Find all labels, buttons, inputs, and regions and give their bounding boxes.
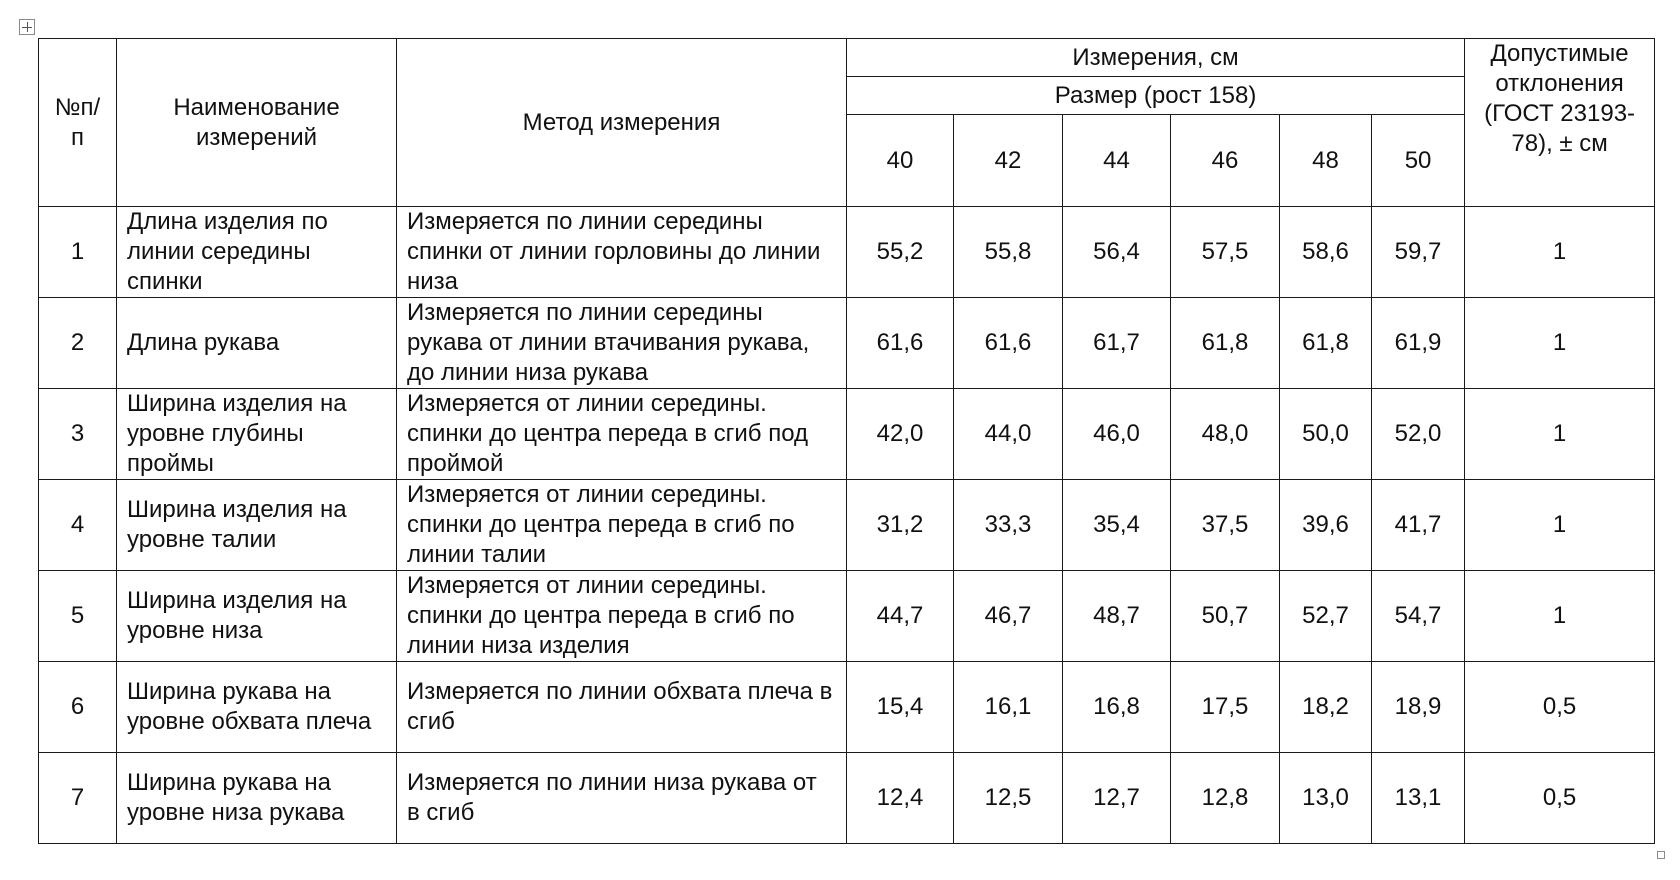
- row-value[interactable]: 54,7: [1372, 571, 1465, 662]
- row-value[interactable]: 44,0: [954, 389, 1063, 480]
- row-value[interactable]: 52,0: [1372, 389, 1465, 480]
- row-method[interactable]: Измеряется от линии середины. спинки до центра переда в сгиб по линии талии: [397, 480, 847, 571]
- row-value[interactable]: 50,0: [1280, 389, 1372, 480]
- row-value[interactable]: 59,7: [1372, 207, 1465, 298]
- header-size[interactable]: 44: [1063, 115, 1171, 207]
- table-resize-handle-icon[interactable]: [1657, 851, 1665, 859]
- table-row: [39, 753, 1655, 844]
- header-name[interactable]: Наименование измерений: [117, 39, 397, 207]
- row-name[interactable]: Длина рукава: [117, 298, 397, 389]
- row-name[interactable]: Ширина изделия на уровне талии: [117, 480, 397, 571]
- row-value[interactable]: 55,2: [847, 207, 954, 298]
- row-value[interactable]: 61,7: [1063, 298, 1171, 389]
- header-size[interactable]: 48: [1280, 115, 1372, 207]
- table-row: [39, 662, 1655, 753]
- table-row: [39, 389, 1655, 480]
- row-value[interactable]: 16,8: [1063, 662, 1171, 753]
- row-method[interactable]: Измеряется по линии середины спинки от линии горловины до линии низа: [397, 207, 847, 298]
- header-num[interactable]: №п/п: [39, 39, 117, 207]
- row-value[interactable]: 46,0: [1063, 389, 1171, 480]
- row-value[interactable]: 13,1: [1372, 753, 1465, 844]
- row-num[interactable]: 3: [39, 389, 117, 480]
- row-method[interactable]: Измеряется от линии середины. спинки до центра переда в сгиб под проймой: [397, 389, 847, 480]
- row-value[interactable]: 48,0: [1171, 389, 1280, 480]
- row-value[interactable]: 61,6: [954, 298, 1063, 389]
- header-measurements[interactable]: Измерения, см: [847, 39, 1465, 77]
- row-value[interactable]: 50,7: [1171, 571, 1280, 662]
- row-value[interactable]: 39,6: [1280, 480, 1372, 571]
- table-row: [39, 480, 1655, 571]
- row-num[interactable]: 1: [39, 207, 117, 298]
- row-value[interactable]: 58,6: [1280, 207, 1372, 298]
- row-method[interactable]: Измеряется по линии обхвата плеча в сгиб: [397, 662, 847, 753]
- row-method[interactable]: Измеряется от линии середины. спинки до центра переда в сгиб по линии низа изделия: [397, 571, 847, 662]
- row-method[interactable]: Измеряется по линии низа рукава от в сгиб: [397, 753, 847, 844]
- row-value[interactable]: 31,2: [847, 480, 954, 571]
- row-value[interactable]: 12,7: [1063, 753, 1171, 844]
- row-tolerance[interactable]: 1: [1465, 298, 1655, 389]
- header-size[interactable]: 50: [1372, 115, 1465, 207]
- header-size-group[interactable]: Размер (рост 158): [847, 77, 1465, 115]
- row-name[interactable]: Ширина изделия на уровне низа: [117, 571, 397, 662]
- row-num[interactable]: 6: [39, 662, 117, 753]
- header-method[interactable]: Метод измерения: [397, 39, 847, 207]
- row-value[interactable]: 12,8: [1171, 753, 1280, 844]
- table-row: [39, 298, 1655, 389]
- row-tolerance[interactable]: 1: [1465, 207, 1655, 298]
- row-value[interactable]: 52,7: [1280, 571, 1372, 662]
- row-tolerance[interactable]: 0,5: [1465, 662, 1655, 753]
- header-size[interactable]: 46: [1171, 115, 1280, 207]
- row-value[interactable]: 17,5: [1171, 662, 1280, 753]
- row-value[interactable]: 57,5: [1171, 207, 1280, 298]
- row-value[interactable]: 61,6: [847, 298, 954, 389]
- row-value[interactable]: 46,7: [954, 571, 1063, 662]
- row-tolerance[interactable]: 1: [1465, 389, 1655, 480]
- row-value[interactable]: 61,9: [1372, 298, 1465, 389]
- table-row: [39, 571, 1655, 662]
- row-name[interactable]: Длина изделия по линии середины спинки: [117, 207, 397, 298]
- row-num[interactable]: 2: [39, 298, 117, 389]
- header-row-top: [39, 39, 1655, 77]
- row-num[interactable]: 4: [39, 480, 117, 571]
- row-num[interactable]: 7: [39, 753, 117, 844]
- row-value[interactable]: 61,8: [1171, 298, 1280, 389]
- row-method[interactable]: Измеряется по линии середины рукава от линии втачивания рукава, до линии низа рукава: [397, 298, 847, 389]
- row-tolerance[interactable]: 1: [1465, 480, 1655, 571]
- row-value[interactable]: 35,4: [1063, 480, 1171, 571]
- header-size[interactable]: 42: [954, 115, 1063, 207]
- header-size[interactable]: 40: [847, 115, 954, 207]
- row-value[interactable]: 18,9: [1372, 662, 1465, 753]
- row-name[interactable]: Ширина изделия на уровне глубины проймы: [117, 389, 397, 480]
- row-tolerance[interactable]: 0,5: [1465, 753, 1655, 844]
- row-value[interactable]: 13,0: [1280, 753, 1372, 844]
- table-move-handle-icon[interactable]: [19, 19, 35, 35]
- row-tolerance[interactable]: 1: [1465, 571, 1655, 662]
- row-value[interactable]: 42,0: [847, 389, 954, 480]
- table-row: [39, 207, 1655, 298]
- measurement-table: [38, 38, 1655, 844]
- header-tolerance[interactable]: Допустимые отклонения (ГОСТ 23193-78), ± см: [1465, 39, 1655, 207]
- row-value[interactable]: 12,4: [847, 753, 954, 844]
- row-value[interactable]: 55,8: [954, 207, 1063, 298]
- row-value[interactable]: 56,4: [1063, 207, 1171, 298]
- row-value[interactable]: 61,8: [1280, 298, 1372, 389]
- row-value[interactable]: 44,7: [847, 571, 954, 662]
- row-num[interactable]: 5: [39, 571, 117, 662]
- row-value[interactable]: 37,5: [1171, 480, 1280, 571]
- row-value[interactable]: 12,5: [954, 753, 1063, 844]
- row-value[interactable]: 18,2: [1280, 662, 1372, 753]
- row-value[interactable]: 41,7: [1372, 480, 1465, 571]
- row-value[interactable]: 15,4: [847, 662, 954, 753]
- row-value[interactable]: 16,1: [954, 662, 1063, 753]
- row-name[interactable]: Ширина рукава на уровне обхвата плеча: [117, 662, 397, 753]
- row-value[interactable]: 48,7: [1063, 571, 1171, 662]
- row-value[interactable]: 33,3: [954, 480, 1063, 571]
- row-name[interactable]: Ширина рукава на уровне низа рукава: [117, 753, 397, 844]
